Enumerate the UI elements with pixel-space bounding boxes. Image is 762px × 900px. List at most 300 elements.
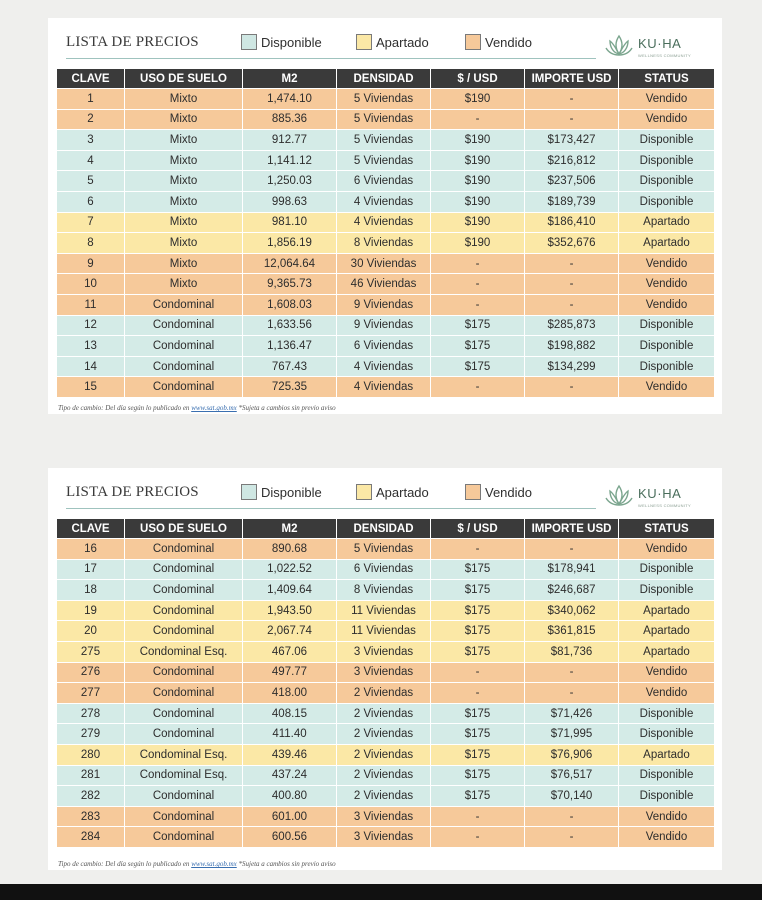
table-cell: 30 Viviendas: [337, 253, 431, 274]
table-cell: Condominal Esq.: [125, 744, 243, 765]
table-cell: Apartado: [619, 212, 715, 233]
table-cell: $216,812: [525, 150, 619, 171]
column-header: STATUS: [619, 69, 715, 89]
table-cell: 16: [57, 539, 125, 560]
sat-link[interactable]: www.sat.gob.mx: [191, 860, 237, 868]
table-cell: 6 Viviendas: [337, 336, 431, 357]
table-row: [57, 724, 715, 745]
table-row: [57, 662, 715, 683]
legend-swatch: [241, 34, 257, 50]
table-cell: 4 Viviendas: [337, 377, 431, 398]
legend-item: [241, 484, 322, 500]
table-cell: $175: [431, 744, 525, 765]
table-cell: -: [525, 377, 619, 398]
sheet-header: [48, 468, 722, 518]
table-cell: 1: [57, 89, 125, 110]
table-cell: $246,687: [525, 580, 619, 601]
sheet-header: [48, 18, 722, 68]
table-cell: Disponible: [619, 559, 715, 580]
table-cell: $175: [431, 356, 525, 377]
table-cell: 18: [57, 580, 125, 601]
table-row: [57, 356, 715, 377]
table-cell: 1,136.47: [243, 336, 337, 357]
table-cell: 1,943.50: [243, 600, 337, 621]
table-cell: Vendido: [619, 109, 715, 130]
table-cell: $175: [431, 600, 525, 621]
table-cell: Mixto: [125, 253, 243, 274]
table-cell: $175: [431, 641, 525, 662]
table-header-row: [57, 69, 715, 89]
table-cell: 281: [57, 765, 125, 786]
table-cell: 1,856.19: [243, 233, 337, 254]
table-cell: $190: [431, 171, 525, 192]
table-row: [57, 621, 715, 642]
table-cell: $175: [431, 559, 525, 580]
table-cell: Apartado: [619, 600, 715, 621]
table-cell: $134,299: [525, 356, 619, 377]
table-cell: Condominal: [125, 786, 243, 807]
table-row: [57, 806, 715, 827]
column-header: M2: [243, 69, 337, 89]
table-cell: Disponible: [619, 150, 715, 171]
table-row: [57, 89, 715, 110]
column-header: DENSIDAD: [337, 519, 431, 539]
sheet-title: LISTA DE PRECIOS: [66, 484, 199, 500]
table-cell: 1,022.52: [243, 559, 337, 580]
table-cell: 19: [57, 600, 125, 621]
table-cell: 439.46: [243, 744, 337, 765]
table-cell: 283: [57, 806, 125, 827]
table-cell: Disponible: [619, 315, 715, 336]
table-cell: -: [431, 827, 525, 848]
legend-label: Vendido: [485, 484, 532, 500]
table-cell: Condominal: [125, 356, 243, 377]
table-cell: Disponible: [619, 171, 715, 192]
table-cell: $71,995: [525, 724, 619, 745]
sheet-title: LISTA DE PRECIOS: [66, 34, 199, 50]
table-cell: 1,141.12: [243, 150, 337, 171]
table-cell: Vendido: [619, 827, 715, 848]
table-cell: 9,365.73: [243, 274, 337, 295]
table-cell: Mixto: [125, 150, 243, 171]
table-cell: 467.06: [243, 641, 337, 662]
note-tail: *Sujeta a cambios sin previo aviso: [238, 404, 336, 412]
table-cell: -: [525, 89, 619, 110]
table-cell: Condominal: [125, 377, 243, 398]
table-cell: Apartado: [619, 641, 715, 662]
column-header: CLAVE: [57, 69, 125, 89]
table-cell: $198,882: [525, 336, 619, 357]
table-cell: 9 Viviendas: [337, 294, 431, 315]
table-cell: $189,739: [525, 191, 619, 212]
table-cell: -: [431, 806, 525, 827]
table-cell: $340,062: [525, 600, 619, 621]
table-cell: 1,250.03: [243, 171, 337, 192]
price-table: [56, 68, 715, 398]
table-cell: 2 Viviendas: [337, 765, 431, 786]
table-cell: $173,427: [525, 130, 619, 151]
table-cell: 885.36: [243, 109, 337, 130]
table-cell: 5 Viviendas: [337, 109, 431, 130]
table-cell: $175: [431, 724, 525, 745]
table-cell: 2 Viviendas: [337, 786, 431, 807]
table-row: [57, 191, 715, 212]
table-cell: Apartado: [619, 744, 715, 765]
table-cell: -: [525, 253, 619, 274]
table-cell: 11 Viviendas: [337, 600, 431, 621]
table-cell: Condominal: [125, 559, 243, 580]
table-row: [57, 580, 715, 601]
table-cell: Condominal: [125, 806, 243, 827]
table-cell: $81,736: [525, 641, 619, 662]
table-cell: $71,426: [525, 703, 619, 724]
brand-name: KU·HA: [638, 36, 682, 51]
table-cell: -: [525, 683, 619, 704]
table-cell: Mixto: [125, 233, 243, 254]
table-row: [57, 253, 715, 274]
table-cell: -: [431, 662, 525, 683]
table-cell: 1,608.03: [243, 294, 337, 315]
table-cell: Condominal: [125, 724, 243, 745]
table-cell: $175: [431, 786, 525, 807]
legend-item: [356, 484, 429, 500]
table-cell: 767.43: [243, 356, 337, 377]
table-cell: 912.77: [243, 130, 337, 151]
note-text: Tipo de cambio: Del día según lo publicado en: [58, 860, 190, 868]
column-header: USO DE SUELO: [125, 69, 243, 89]
price-sheet-2: [48, 468, 722, 870]
table-cell: 8: [57, 233, 125, 254]
legend-item: [465, 34, 532, 50]
bottom-bar: [0, 884, 762, 900]
table-cell: 9: [57, 253, 125, 274]
table-cell: $237,506: [525, 171, 619, 192]
table-cell: 20: [57, 621, 125, 642]
table-cell: 411.40: [243, 724, 337, 745]
column-header: M2: [243, 519, 337, 539]
table-cell: $175: [431, 315, 525, 336]
brand-tagline: WELLNESS COMMUNITY: [638, 53, 691, 58]
table-cell: Condominal: [125, 600, 243, 621]
column-header: IMPORTE USD: [525, 69, 619, 89]
legend-label: Disponible: [261, 484, 322, 500]
table-cell: 3 Viviendas: [337, 662, 431, 683]
table-cell: 10: [57, 274, 125, 295]
table-cell: 497.77: [243, 662, 337, 683]
table-cell: 13: [57, 336, 125, 357]
table-row: [57, 233, 715, 254]
table-row: [57, 377, 715, 398]
column-header: $ / USD: [431, 519, 525, 539]
table-cell: $190: [431, 212, 525, 233]
column-header: $ / USD: [431, 69, 525, 89]
table-cell: 5: [57, 171, 125, 192]
table-cell: 276: [57, 662, 125, 683]
table-row: [57, 683, 715, 704]
table-cell: Disponible: [619, 703, 715, 724]
table-cell: Condominal: [125, 621, 243, 642]
note-tail: *Sujeta a cambios sin previo aviso: [238, 860, 336, 868]
table-row: [57, 130, 715, 151]
table-cell: 998.63: [243, 191, 337, 212]
table-row: [57, 786, 715, 807]
table-cell: $175: [431, 336, 525, 357]
sat-link[interactable]: www.sat.gob.mx: [191, 404, 237, 412]
table-cell: Vendido: [619, 294, 715, 315]
exchange-note: [58, 860, 336, 868]
legend-swatch: [241, 484, 257, 500]
table-cell: 8 Viviendas: [337, 580, 431, 601]
table-cell: Mixto: [125, 109, 243, 130]
table-cell: Disponible: [619, 580, 715, 601]
table-cell: 408.15: [243, 703, 337, 724]
table-cell: 279: [57, 724, 125, 745]
table-cell: $361,815: [525, 621, 619, 642]
lotus-icon: [604, 32, 634, 60]
table-cell: $190: [431, 233, 525, 254]
table-cell: 275: [57, 641, 125, 662]
table-cell: 981.10: [243, 212, 337, 233]
table-cell: Vendido: [619, 89, 715, 110]
table-cell: Disponible: [619, 765, 715, 786]
table-cell: Disponible: [619, 786, 715, 807]
table-cell: Vendido: [619, 274, 715, 295]
header-divider: [66, 508, 596, 509]
table-cell: Mixto: [125, 171, 243, 192]
legend-item: [465, 484, 532, 500]
table-cell: Vendido: [619, 806, 715, 827]
table-cell: 3 Viviendas: [337, 641, 431, 662]
table-cell: Mixto: [125, 212, 243, 233]
table-cell: 4 Viviendas: [337, 356, 431, 377]
table-cell: $186,410: [525, 212, 619, 233]
table-cell: -: [431, 683, 525, 704]
table-cell: Disponible: [619, 191, 715, 212]
table-cell: -: [525, 274, 619, 295]
table-cell: $175: [431, 621, 525, 642]
column-header: USO DE SUELO: [125, 519, 243, 539]
table-cell: -: [525, 539, 619, 560]
table-cell: 5 Viviendas: [337, 150, 431, 171]
table-cell: $190: [431, 89, 525, 110]
table-cell: Mixto: [125, 274, 243, 295]
table-cell: 8 Viviendas: [337, 233, 431, 254]
table-cell: Condominal: [125, 336, 243, 357]
brand-name: KU·HA: [638, 486, 682, 501]
table-cell: Vendido: [619, 377, 715, 398]
table-cell: 280: [57, 744, 125, 765]
table-cell: $285,873: [525, 315, 619, 336]
legend-label: Apartado: [376, 484, 429, 500]
table-cell: $175: [431, 765, 525, 786]
table-cell: 4 Viviendas: [337, 212, 431, 233]
table-cell: 2 Viviendas: [337, 703, 431, 724]
table-cell: 9 Viviendas: [337, 315, 431, 336]
table-cell: 284: [57, 827, 125, 848]
table-cell: 601.00: [243, 806, 337, 827]
table-cell: Condominal: [125, 294, 243, 315]
table-cell: 3 Viviendas: [337, 806, 431, 827]
table-cell: 278: [57, 703, 125, 724]
table-cell: 1,633.56: [243, 315, 337, 336]
table-cell: 2 Viviendas: [337, 744, 431, 765]
table-cell: Vendido: [619, 662, 715, 683]
table-cell: Disponible: [619, 336, 715, 357]
table-row: [57, 150, 715, 171]
table-cell: $175: [431, 703, 525, 724]
table-cell: 5 Viviendas: [337, 539, 431, 560]
table-row: [57, 744, 715, 765]
table-row: [57, 274, 715, 295]
table-row: [57, 641, 715, 662]
table-cell: $190: [431, 130, 525, 151]
table-cell: -: [431, 294, 525, 315]
price-table: [56, 518, 715, 848]
table-row: [57, 315, 715, 336]
table-cell: 11: [57, 294, 125, 315]
table-cell: 14: [57, 356, 125, 377]
table-cell: $352,676: [525, 233, 619, 254]
table-cell: -: [431, 377, 525, 398]
table-cell: 12,064.64: [243, 253, 337, 274]
table-cell: Vendido: [619, 683, 715, 704]
column-header: CLAVE: [57, 519, 125, 539]
table-cell: $76,906: [525, 744, 619, 765]
table-cell: 4 Viviendas: [337, 191, 431, 212]
table-cell: 600.56: [243, 827, 337, 848]
table-cell: 11 Viviendas: [337, 621, 431, 642]
table-cell: 3 Viviendas: [337, 827, 431, 848]
table-cell: Condominal: [125, 703, 243, 724]
table-cell: 7: [57, 212, 125, 233]
table-cell: -: [525, 294, 619, 315]
table-cell: 5 Viviendas: [337, 130, 431, 151]
table-cell: -: [525, 662, 619, 683]
table-cell: 6 Viviendas: [337, 171, 431, 192]
header-divider: [66, 58, 596, 59]
table-cell: $190: [431, 191, 525, 212]
table-cell: -: [431, 274, 525, 295]
table-cell: -: [525, 806, 619, 827]
table-cell: Condominal Esq.: [125, 765, 243, 786]
table-cell: 437.24: [243, 765, 337, 786]
table-cell: 3: [57, 130, 125, 151]
table-row: [57, 827, 715, 848]
table-cell: 1,409.64: [243, 580, 337, 601]
table-cell: -: [431, 539, 525, 560]
table-cell: $76,517: [525, 765, 619, 786]
note-text: Tipo de cambio: Del día según lo publicado en: [58, 404, 190, 412]
table-cell: Disponible: [619, 130, 715, 151]
brand-tagline: WELLNESS COMMUNITY: [638, 503, 691, 508]
table-cell: Condominal Esq.: [125, 641, 243, 662]
legend-label: Apartado: [376, 34, 429, 50]
table-cell: 2 Viviendas: [337, 724, 431, 745]
table-row: [57, 703, 715, 724]
table-cell: $70,140: [525, 786, 619, 807]
table-cell: 17: [57, 559, 125, 580]
table-cell: -: [431, 109, 525, 130]
table-row: [57, 109, 715, 130]
legend-swatch: [356, 484, 372, 500]
table-cell: -: [525, 827, 619, 848]
table-cell: 418.00: [243, 683, 337, 704]
table-cell: Apartado: [619, 621, 715, 642]
table-cell: Vendido: [619, 539, 715, 560]
table-cell: Condominal: [125, 580, 243, 601]
table-cell: 400.80: [243, 786, 337, 807]
table-cell: $175: [431, 580, 525, 601]
brand-logo: [604, 32, 714, 62]
column-header: STATUS: [619, 519, 715, 539]
legend-swatch: [356, 34, 372, 50]
table-row: [57, 294, 715, 315]
table-cell: 15: [57, 377, 125, 398]
lotus-icon: [604, 482, 634, 510]
table-cell: Apartado: [619, 233, 715, 254]
column-header: DENSIDAD: [337, 69, 431, 89]
price-sheet-1: [48, 18, 722, 414]
legend-item: [356, 34, 429, 50]
table-cell: 2 Viviendas: [337, 683, 431, 704]
legend-label: Disponible: [261, 34, 322, 50]
table-cell: 4: [57, 150, 125, 171]
table-cell: Condominal: [125, 683, 243, 704]
table-cell: Mixto: [125, 191, 243, 212]
table-cell: 6 Viviendas: [337, 559, 431, 580]
legend-item: [241, 34, 322, 50]
table-row: [57, 212, 715, 233]
table-cell: 890.68: [243, 539, 337, 560]
table-cell: Condominal: [125, 539, 243, 560]
table-cell: 2: [57, 109, 125, 130]
brand-logo: [604, 482, 714, 512]
table-cell: Condominal: [125, 662, 243, 683]
exchange-note: [58, 404, 336, 412]
legend-swatch: [465, 484, 481, 500]
legend-label: Vendido: [485, 34, 532, 50]
table-row: [57, 559, 715, 580]
table-cell: 6: [57, 191, 125, 212]
table-row: [57, 765, 715, 786]
table-row: [57, 539, 715, 560]
table-cell: Vendido: [619, 253, 715, 274]
table-header-row: [57, 519, 715, 539]
table-row: [57, 600, 715, 621]
table-row: [57, 171, 715, 192]
table-cell: 277: [57, 683, 125, 704]
table-cell: Disponible: [619, 356, 715, 377]
table-cell: -: [431, 253, 525, 274]
table-row: [57, 336, 715, 357]
table-cell: Mixto: [125, 130, 243, 151]
table-cell: 282: [57, 786, 125, 807]
table-cell: 2,067.74: [243, 621, 337, 642]
table-cell: $190: [431, 150, 525, 171]
table-cell: 1,474.10: [243, 89, 337, 110]
table-cell: Mixto: [125, 89, 243, 110]
column-header: IMPORTE USD: [525, 519, 619, 539]
legend-swatch: [465, 34, 481, 50]
table-cell: $178,941: [525, 559, 619, 580]
table-cell: Disponible: [619, 724, 715, 745]
table-cell: -: [525, 109, 619, 130]
table-cell: Condominal: [125, 827, 243, 848]
table-cell: 46 Viviendas: [337, 274, 431, 295]
table-cell: 12: [57, 315, 125, 336]
table-cell: Condominal: [125, 315, 243, 336]
table-cell: 5 Viviendas: [337, 89, 431, 110]
